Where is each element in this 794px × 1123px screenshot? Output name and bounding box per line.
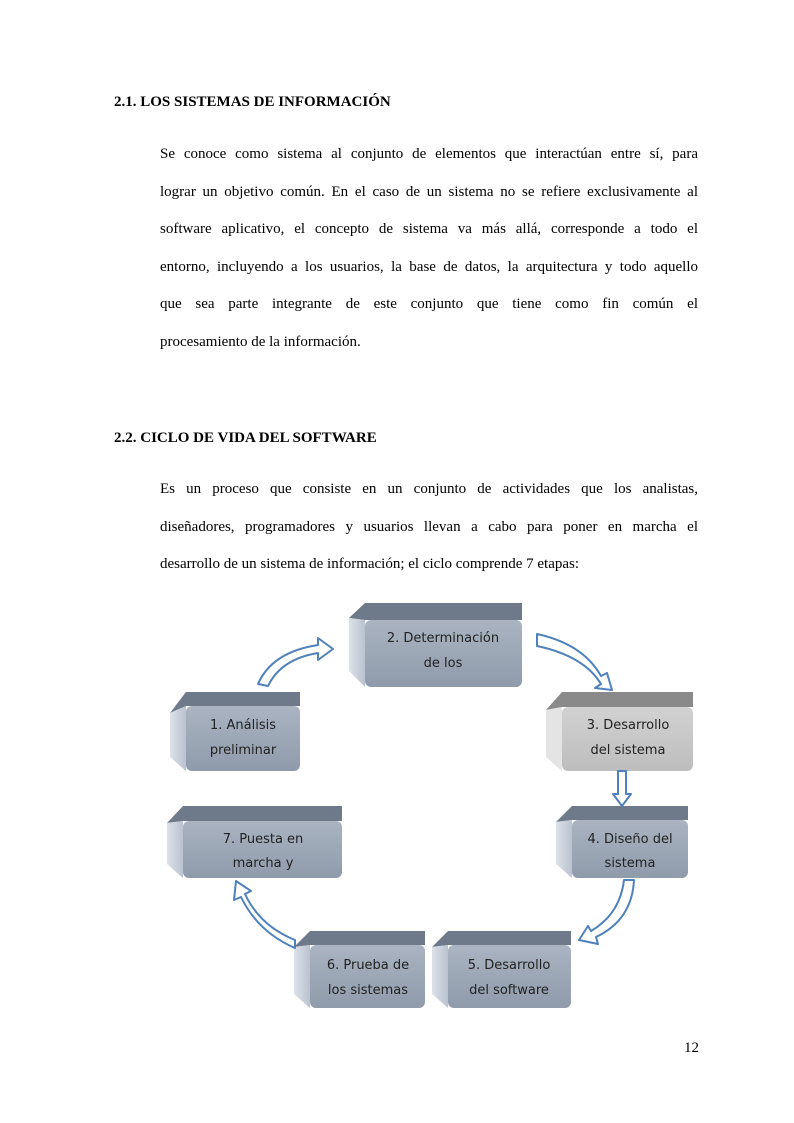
stage-label: preliminar — [209, 743, 277, 758]
arrow-icon — [258, 638, 333, 686]
stage-label: los sistemas — [327, 983, 409, 998]
stage-box-3 — [546, 692, 693, 771]
stage-label: 4. Diseño del — [587, 832, 673, 847]
stage-box-7 — [167, 806, 342, 878]
text-line: Es un proceso que consiste en un conjunto de actividades que los analistas, — [160, 481, 698, 497]
stage-box-4 — [556, 806, 688, 878]
stage-label: 1. Análisis — [209, 718, 277, 733]
stage-label: 5. Desarrollo — [467, 958, 551, 973]
section-heading-sistemas-informacion: 2.1. LOS SISTEMAS DE INFORMACIÓN — [114, 94, 391, 110]
stage-label: 3. Desarrollo — [586, 718, 670, 733]
stage-label: del sistema — [590, 743, 666, 758]
page-number: 12 — [684, 1040, 699, 1056]
text-line: entorno, incluyendo a los usuarios, la base de datos, la arquitectura y todo aquello — [160, 258, 698, 275]
text-line: desarrollo de un sistema de información; el ciclo comprende 7 etapas: — [160, 556, 580, 572]
stage-label: 2. Determinación — [386, 631, 500, 646]
stage-box-1 — [170, 692, 300, 771]
arrow-icon — [579, 880, 634, 944]
stage-box-5 — [432, 931, 571, 1008]
stage-label: de los — [423, 656, 463, 671]
stage-label: 7. Puesta en — [222, 832, 304, 847]
stage-label: del software — [469, 983, 549, 998]
arrow-icon — [234, 881, 295, 948]
stage-box-2 — [349, 603, 522, 687]
text-line: Se conoce como sistema al conjunto de elementos que interactúan entre sí, para — [160, 146, 698, 162]
stage-label: sistema — [604, 856, 656, 871]
text-line: procesamiento de la información. — [160, 333, 361, 350]
text-line: que sea parte integrante de este conjunto que tiene como fin común el — [160, 296, 698, 312]
text-line: software aplicativo, el concepto de sistema va más allá, corresponde a todo el — [160, 221, 698, 237]
stage-box-6 — [294, 931, 425, 1008]
text-line: lograr un objetivo común. En el caso de un sistema no se refiere exclusivamente al — [160, 183, 698, 200]
stage-label: marcha y — [232, 856, 294, 871]
arrow-icon — [537, 634, 612, 690]
section-heading-ciclo-vida: 2.2. CICLO DE VIDA DEL SOFTWARE — [114, 430, 377, 446]
arrow-icon — [613, 771, 631, 806]
stage-label: 6. Prueba de — [326, 958, 410, 973]
text-line: diseñadores, programadores y usuarios llevan a cabo para poner en marcha el — [160, 518, 698, 535]
